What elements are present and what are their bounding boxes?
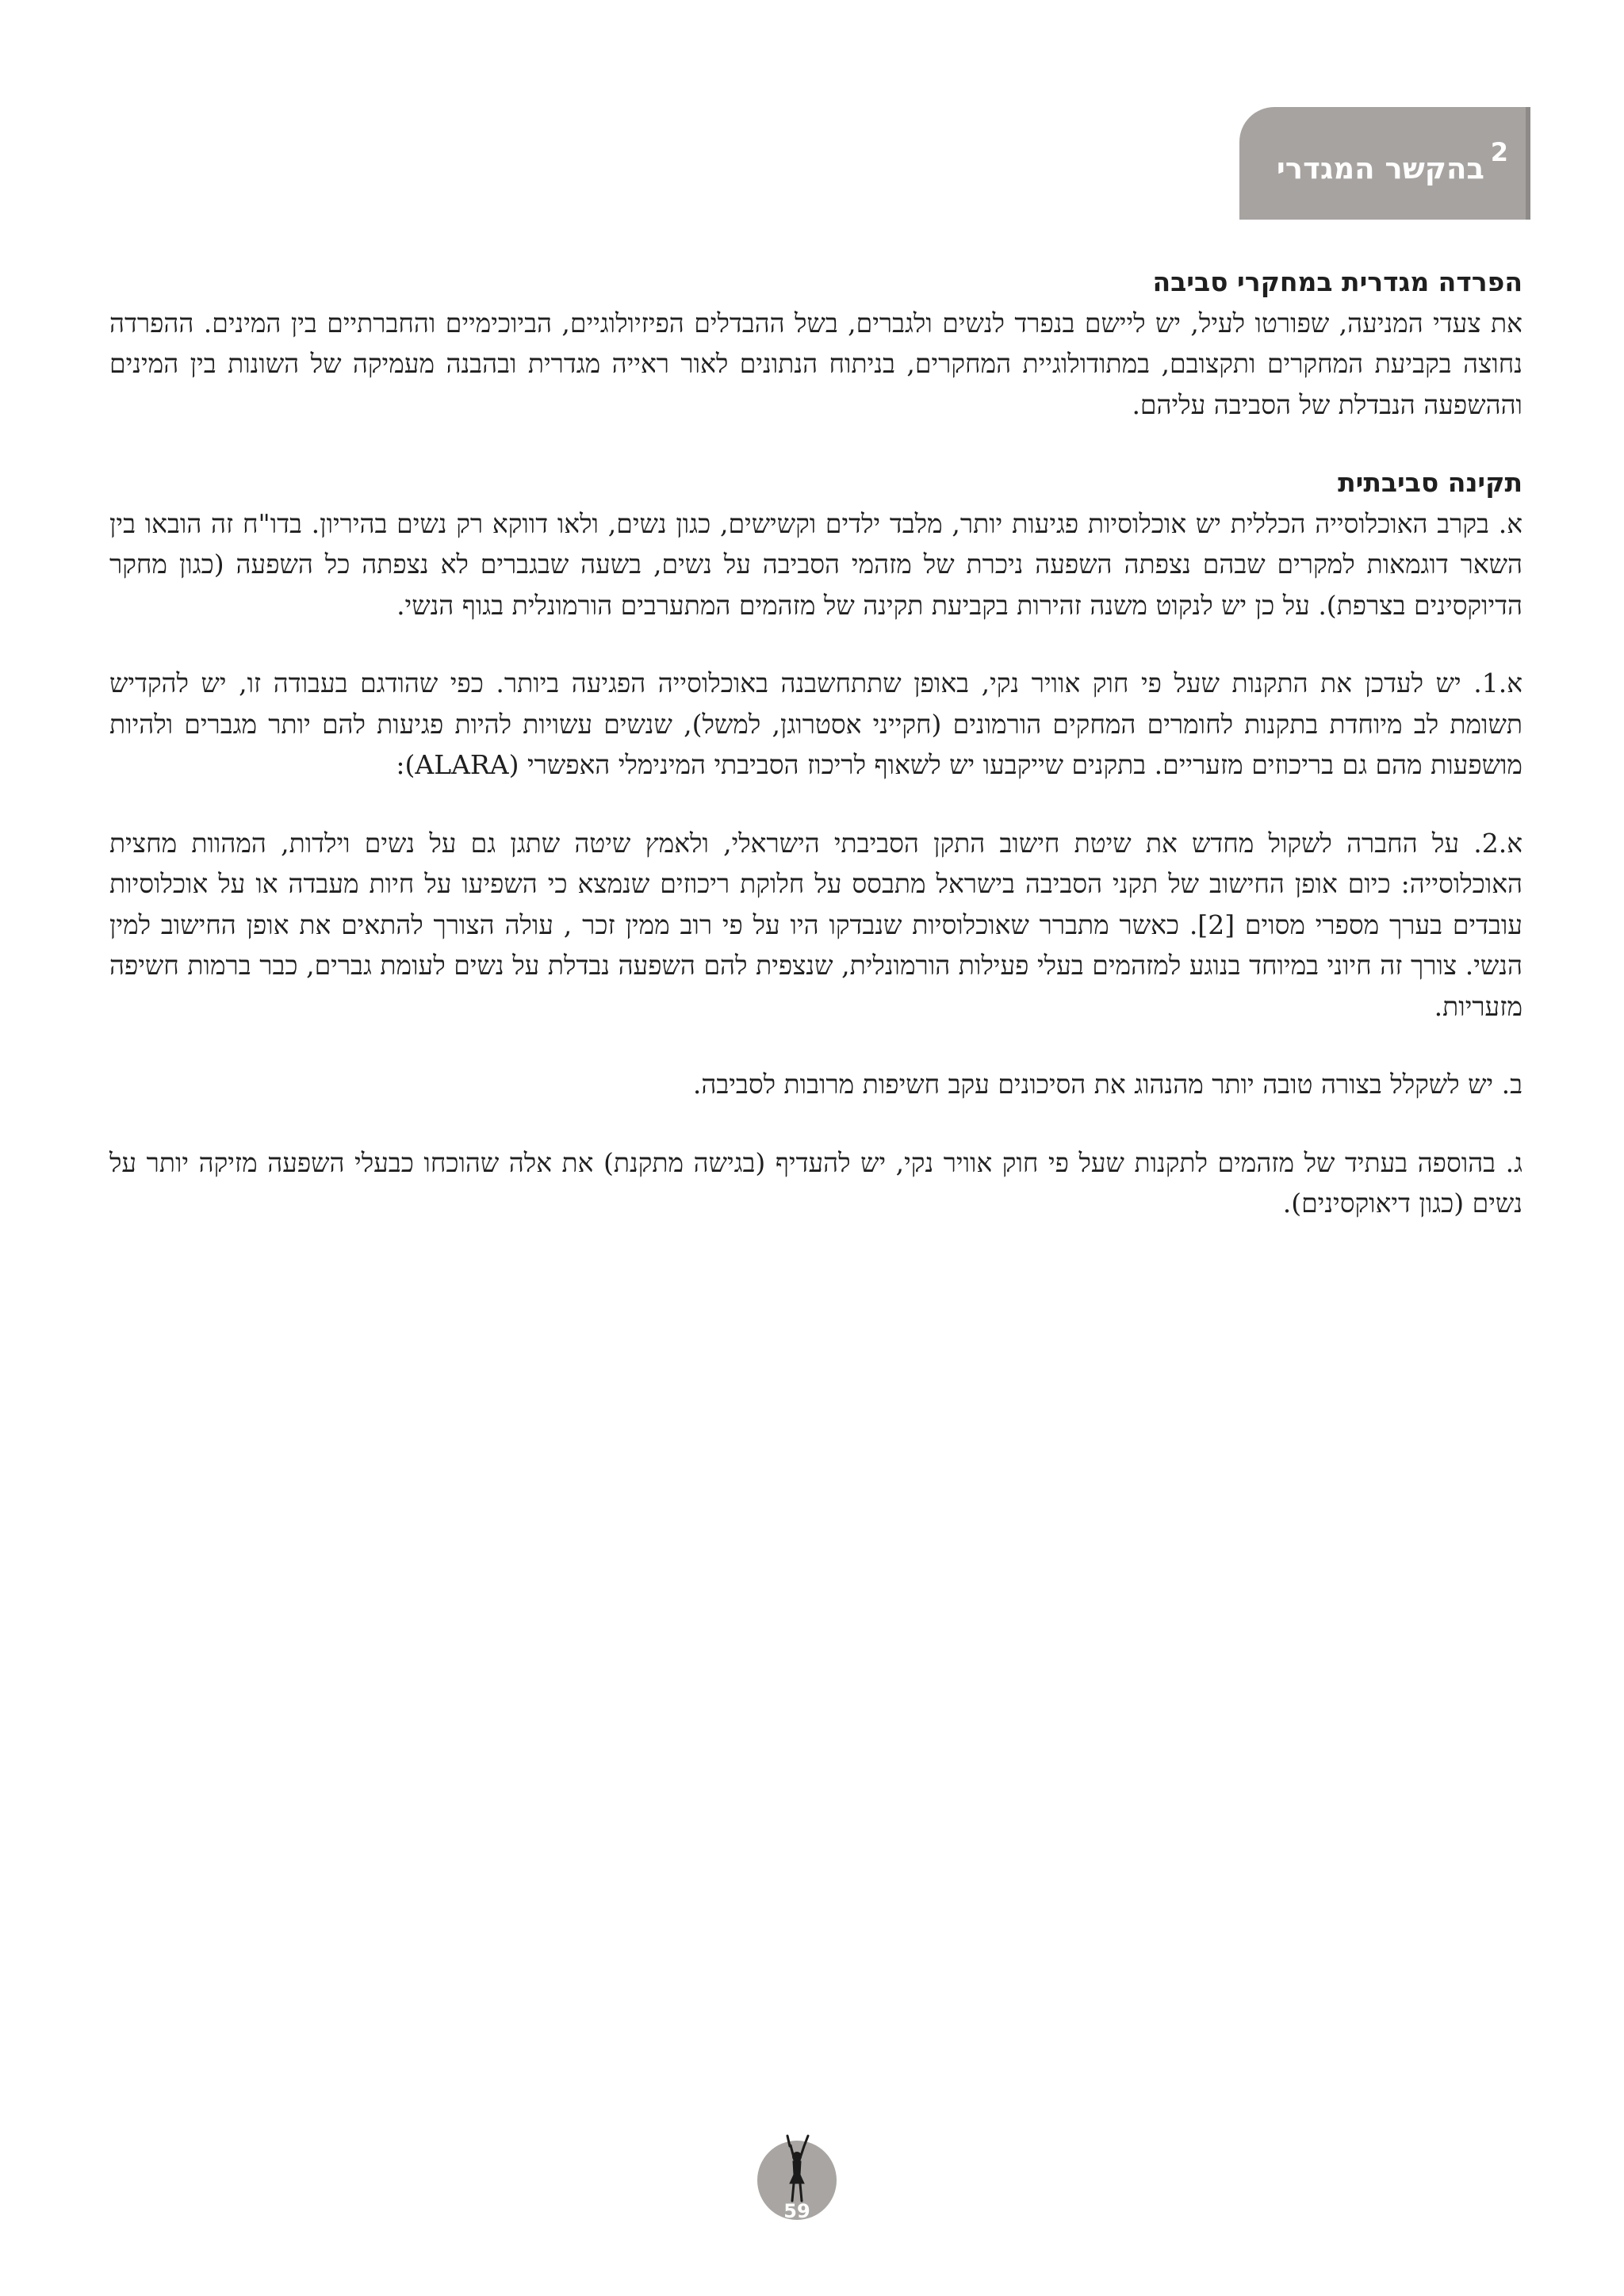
paragraph-a2: א.2. על החברה לשקול מחדש את שיטת חישוב התקן הסביבתי הישראלי, ולאמץ שיטה שתגן גם על נשים וילדות, המהוות מחצית האוכלוסייה: כיום אופן החישוב של תקני הסביבה בישראל מתבסס על חלוקת ריכוזים שנמצא כי השפיעו על חיות מעבדה או על אוכלוסיות עובדים בערך מספרי מסוים [2]. כאשר מתברר שאוכלוסיות שנבדקו היו על פי רוב ממין זכר , עולה הצורך להתאים את אופן החישוב למין הנשי. צורך זה חיוני במיוחד בנוגע למזהמים בעלי פעילות הורמונלית, שנצפית להם השפעה נבדלת על נשים לעומת גברים, כבר ברמות חשיפה מזעריות.	[109, 827, 1522, 1022]
page-number: 59	[783, 2200, 810, 2222]
main-content	[109, 262, 1522, 1224]
paragraph-a: א. בקרב האוכלוסייה הכללית יש אוכלוסיות פגיעות יותר, מלבד ילדים וקשישים, כגון נשים, ולאו דווקא רק נשים בהיריון. בדו"ח זה הובאו בין השאר דוגמאות למקרים שבהם נצפתה השפעה ניכרת של מזהמי הסביבה על נשים, בשעה שבגברים לא נצפתה כל השפעה (כגון מחקר הדיוקסינים בצרפת). על כן יש לנקוט משנה זהירות בקביעת תקינה של מזהמים המתערבים הורמונלית בגוף הנשי.	[109, 507, 1522, 621]
chapter-number: 2	[1490, 137, 1508, 167]
spacer	[109, 425, 1522, 462]
chapter-tab	[1239, 107, 1530, 220]
paragraph-gender-separation: את צעדי המניעה, שפורטו לעיל, יש ליישם בנפרד לנשים ולגברים, בשל ההבדלים הפיזיולוגיים, הביוכימיים והחברתיים בין המינים. ההפרדה נחוצה בקביעת המחקרים ותקצובם, במתודולוגיית המחקרים, בניתוח הנתונים לאור ראייה מגדרית ובהבנה מעמיקה של השונות בין המינים וההשפעה הנבדלת של הסביבה עליהם.	[109, 307, 1522, 420]
section-heading-gender-separation: הפרדה מגדרית במחקרי סביבה	[1152, 266, 1522, 297]
spacer	[109, 786, 1522, 823]
paragraph-c: ג. בהוספה בעתיד של מזהמים לתקנות שעל פי חוק אוויר נקי, יש להעדיף (בגישה מתקנת) את אלה שהוכחו כבעלי השפעה מזיקה יותר על נשים (כגון דיאוקסינים).	[109, 1146, 1522, 1219]
spacer	[109, 1105, 1522, 1142]
spacer	[109, 1027, 1522, 1064]
chapter-title: בהקשר המגדרי	[1276, 151, 1484, 186]
paragraph-a1: א.1. יש לעדכן את התקנות שעל פי חוק אוויר נקי, באופן שתתחשבנה באוכלוסייה הפגיעה ביותר. כפי שהודגם בעבודה זו, יש להקדיש תשומת לב מיוחדת בתקנות לחומרים המחקים הורמונים (חקייני אסטרוגן, למשל), שנשים עשויות להיות פגיעות להם יותר מגברים ולהיות מושפעות מהם גם בריכוזים מזעריים. בתקנים שייקבעו יש לשאוף לריכוז הסביבתי המינימלי האפשרי (ALARA):	[109, 668, 1522, 780]
spacer	[109, 626, 1522, 663]
section-heading-environmental-standard: תקינה סביבתית	[1338, 467, 1522, 498]
paragraph-b: ב. יש לשקלל בצורה טובה יותר מהנהוג את הסיכונים עקב חשיפות מרובות לסביבה.	[692, 1069, 1522, 1100]
